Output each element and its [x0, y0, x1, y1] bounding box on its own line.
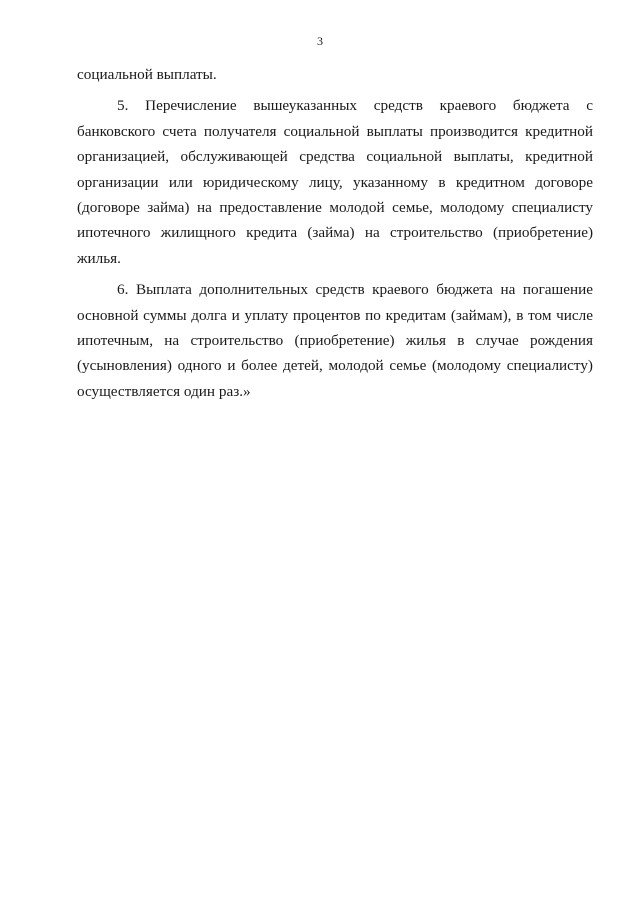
- paragraph-line: осуществляется один раз.»: [77, 382, 251, 400]
- paragraph-line: ипотечного жилищного кредита (займа) на строительство (приобретение): [77, 224, 593, 242]
- document-body: [77, 62, 593, 404]
- paragraph-line: (договоре займа) на предоставление молодой семье, молодому специалисту: [77, 199, 593, 217]
- paragraph-line: ипотечным, на строительство (приобретение) жилья в случае рождения: [77, 332, 593, 350]
- paragraph-line: 6. Выплата дополнительных средств краевого бюджета на погашение: [117, 281, 593, 299]
- paragraph-5: [77, 93, 593, 271]
- paragraph-6: [77, 277, 593, 404]
- paragraph-line: основной суммы долга и уплату процентов по кредитам (займам), в том числе: [77, 306, 593, 324]
- paragraph-line: организацией, обслуживающей средства социальной выплаты, кредитной: [77, 148, 593, 166]
- continuation-line: социальной выплаты.: [77, 66, 217, 83]
- paragraph-line: организации или юридическому лицу, указанному в кредитном договоре: [77, 173, 593, 191]
- page-number: 3: [317, 34, 323, 48]
- paragraph-line: (усыновления) одного и более детей, молодой семье (молодому специалисту): [77, 357, 593, 375]
- paragraph-line: жилья.: [77, 249, 121, 267]
- paragraph-line: банковского счета получателя социальной выплаты производится кредитной: [77, 122, 593, 140]
- paragraph-line: 5. Перечисление вышеуказанных средств краевого бюджета с: [117, 97, 593, 115]
